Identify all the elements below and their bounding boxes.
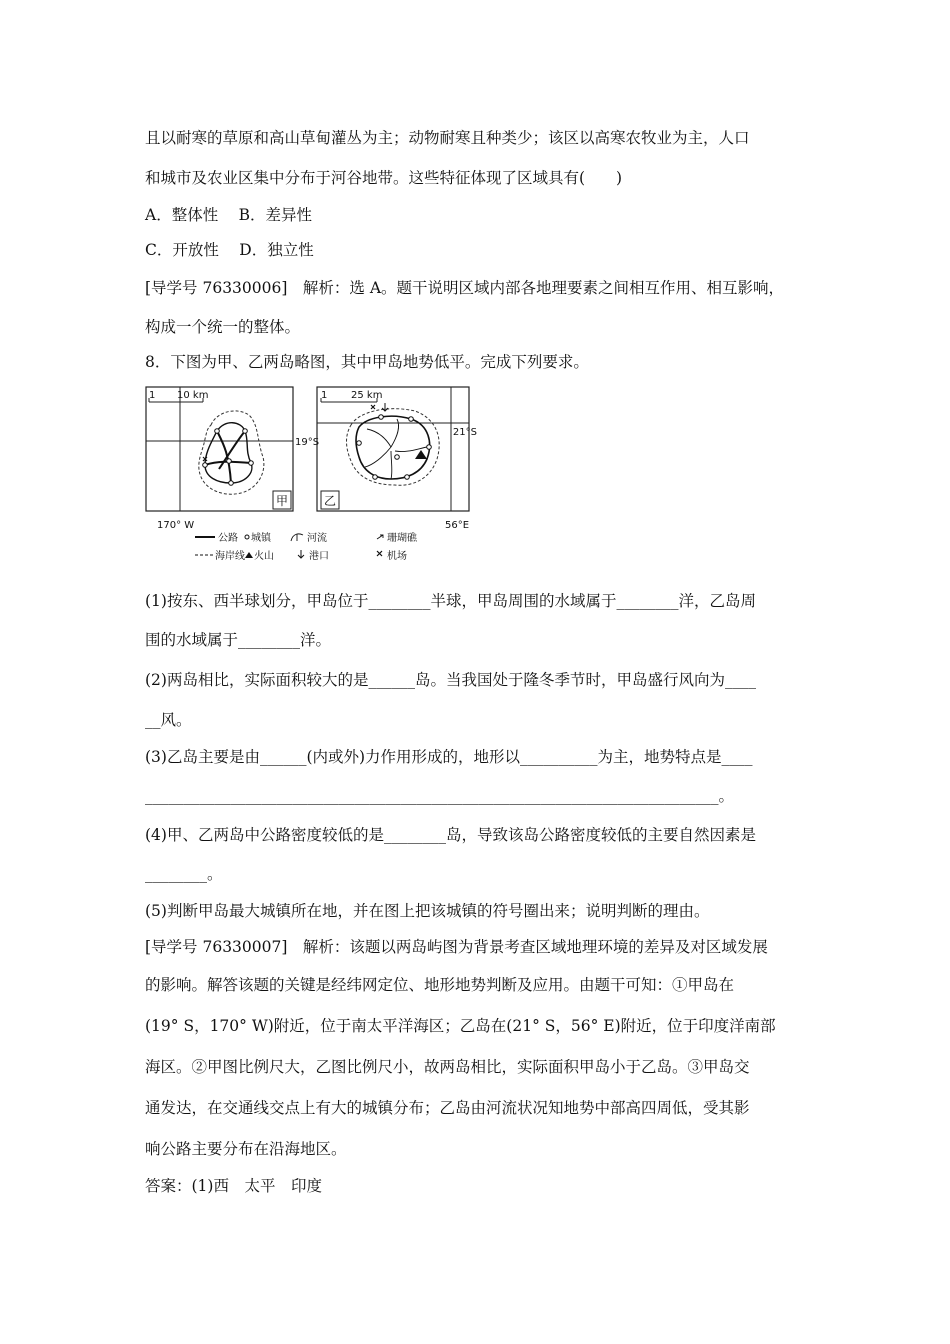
question-line: (1)按东、西半球划分，甲岛位于________半球，甲岛周围的水域属于________洋，乙岛周	[145, 592, 756, 610]
question-line: ________。	[145, 865, 223, 883]
text-line: 和城市及农业区集中分布于河谷地带。这些特征体现了区域具有( )	[145, 169, 623, 187]
analysis-line: 海区。②甲图比例尺大，乙图比例尺小，故两岛相比，实际面积甲岛小于乙岛。③甲岛交	[145, 1058, 750, 1076]
scale-a-start: 1	[149, 390, 156, 401]
analysis-line: 的影响。解答该题的关键是经纬网定位、地形地势判断及应用。由题干可知：①甲岛在	[145, 976, 735, 994]
text-line: 且以耐寒的草原和高山草甸灌丛为主；动物耐寒且种类少；该区以高寒农牧业为主，人口	[145, 129, 750, 147]
legend-river-label: 河流	[307, 533, 327, 544]
question-line: __风。	[145, 711, 192, 729]
question-line: (5)判断甲岛最大城镇所在地，并在图上把该城镇的符号圈出来；说明判断的理由。	[145, 902, 710, 920]
answer-blank-line: __________________________________________________________________________。	[145, 787, 735, 805]
analysis-line: (19° S，170° W)附近，位于南太平洋海区；乙岛在(21° S，56° E)附近，位于印度洋南部	[145, 1017, 776, 1035]
question-title: 8．下图为甲、乙两岛略图，其中甲岛地势低平。完成下列要求。	[145, 353, 589, 371]
scale-b-label: 25 km	[351, 390, 383, 401]
map-legend	[195, 531, 418, 562]
analysis-line: [导学号 76330007] 解析：该题以两岛屿图为背景考查区域地理环境的差异及对区域发展	[145, 938, 768, 956]
legend-reef-label: 珊瑚礁	[387, 533, 417, 544]
legend-road-label: 公路	[218, 533, 238, 544]
port-icon	[298, 550, 304, 558]
map-a-name: 甲	[276, 494, 289, 508]
question-line: (4)甲、乙两岛中公路密度较低的是________岛，导致该岛公路密度较低的主要自然因素是	[145, 826, 756, 844]
map-jia	[146, 387, 319, 531]
legend-coast-label: 海岸线	[215, 551, 245, 562]
legend-volcano-label: 火山	[254, 551, 274, 562]
legend-port-label: 港口	[309, 551, 329, 562]
question-line: (3)乙岛主要是由______(内或外)力作用形成的，地形以__________为主，地势特点是____	[145, 748, 753, 766]
river-icon	[291, 534, 303, 541]
lat-b-label: 21°S	[452, 427, 477, 438]
legend-airport-label: 机场	[387, 551, 407, 562]
airport-icon	[377, 551, 382, 556]
question-line: (2)两岛相比，实际面积较大的是______岛。当我国处于隆冬季节时，甲岛盛行风向为____	[145, 671, 756, 689]
legend-town-label: 城镇	[251, 533, 271, 544]
analysis-line: 通发达，在交通线交点上有大的城镇分布；乙岛由河流状况知地势中部高四周低，受其影	[145, 1099, 750, 1117]
option-line: C．开放性 D．独立性	[145, 241, 314, 259]
analysis-line: 响公路主要分布在沿海地区。	[145, 1140, 347, 1158]
map-b-name: 乙	[324, 494, 337, 508]
map-yi	[317, 387, 477, 531]
lon-a-label: 170° W	[157, 520, 195, 531]
option-line: A．整体性 B．差异性	[145, 206, 313, 224]
lon-b-label: 56°E	[445, 520, 470, 531]
answer-line: 答案：(1)西 太平 印度	[145, 1177, 322, 1195]
analysis-line: 构成一个统一的整体。	[145, 318, 301, 336]
scale-a-label: 10 km	[177, 390, 209, 401]
town-dot-icon	[245, 535, 249, 539]
lat-a-label: 19°S	[295, 437, 320, 448]
analysis-line: [导学号 76330006] 解析：选 A。题干说明区域内部各地理要素之间相互作用、相互影响，	[145, 279, 785, 297]
scale-b-start: 1	[321, 390, 328, 401]
question-line: 围的水域属于________洋。	[145, 631, 332, 649]
island-map-figure	[145, 381, 480, 566]
coral-reef-icon	[377, 535, 383, 539]
volcano-icon	[245, 552, 253, 558]
